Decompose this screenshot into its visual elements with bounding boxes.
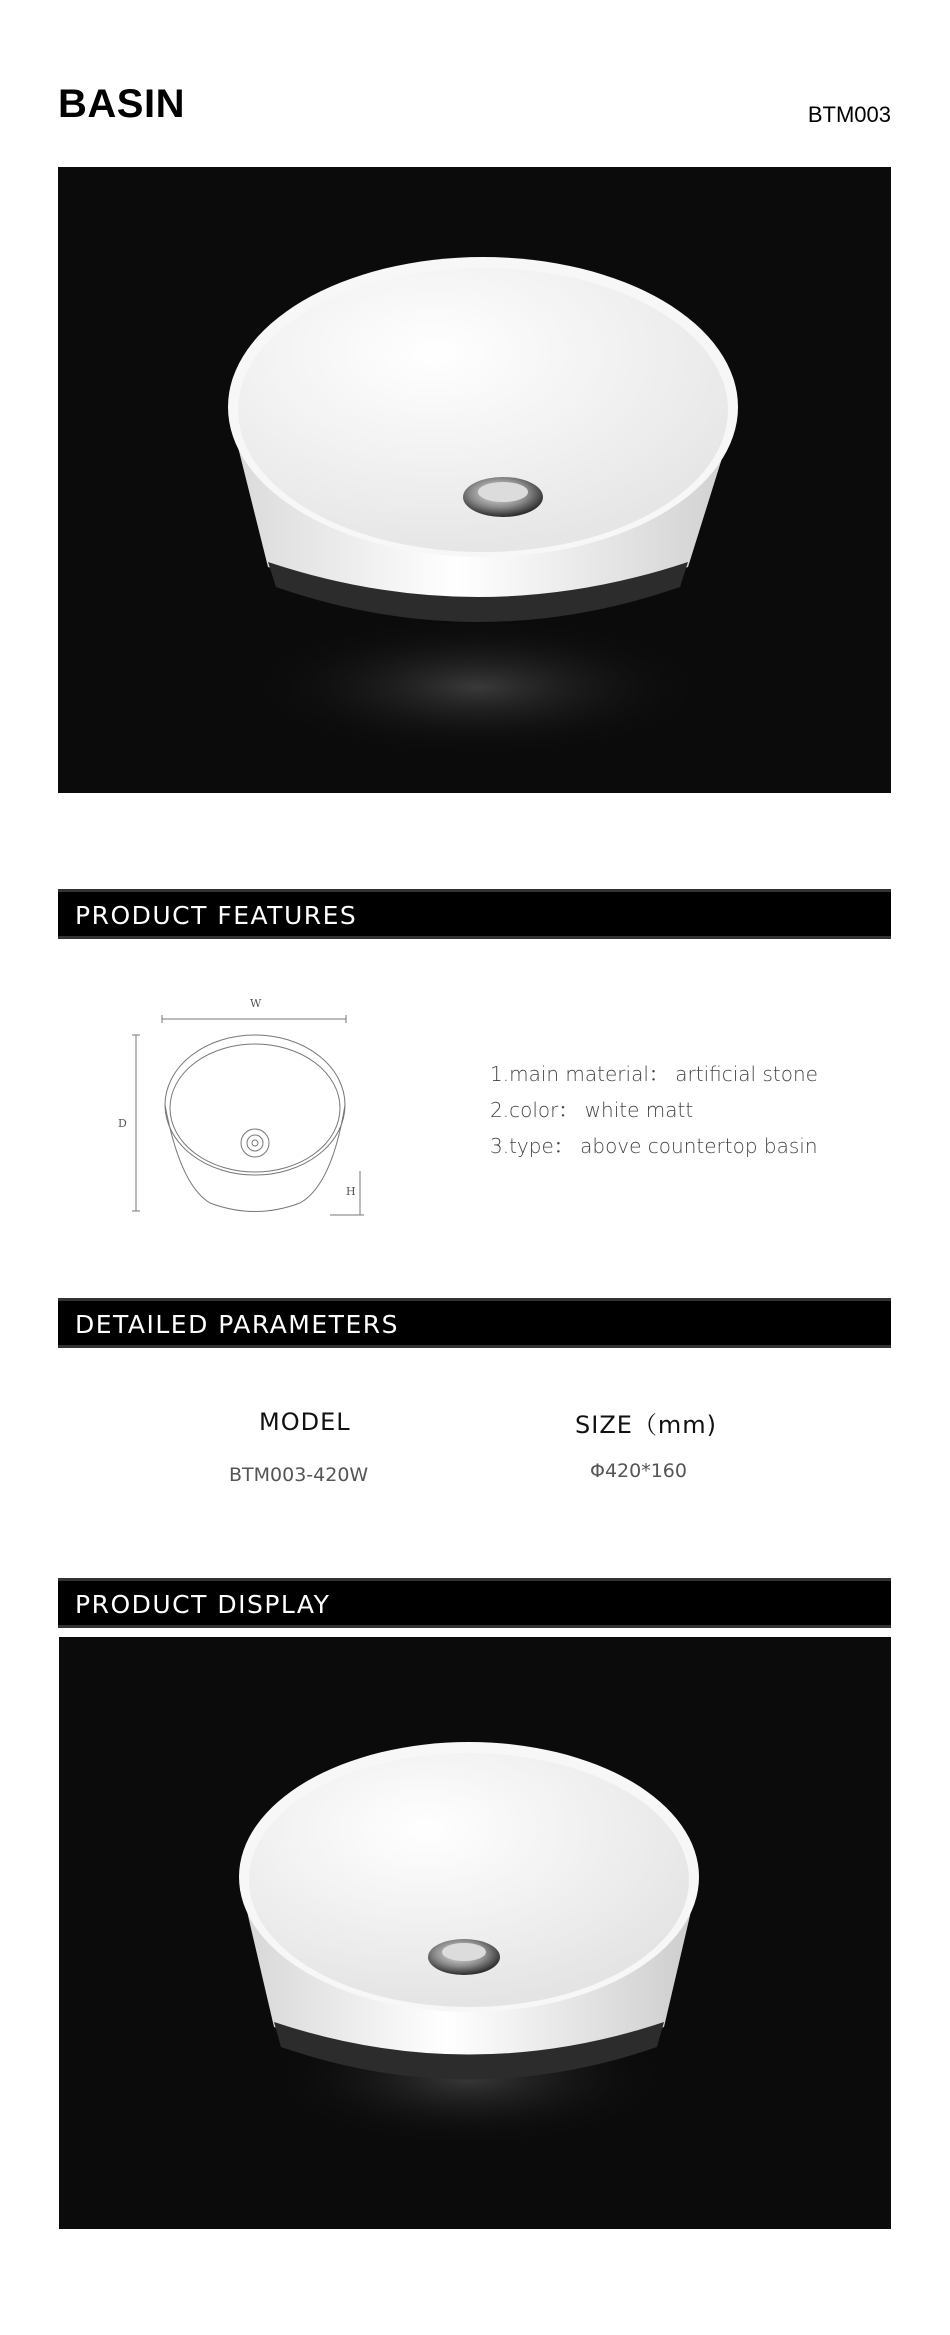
section-title: PRODUCT DISPLAY [75,1590,331,1619]
model-value: BTM003-420W [229,1464,369,1486]
product-title: BASIN [58,82,185,126]
page-header [58,82,891,142]
product-code: BTM003 [807,102,891,127]
section-title: PRODUCT FEATURES [75,901,358,930]
section-bar-parameters [58,1298,891,1348]
height-label: H [346,1185,356,1198]
section-bar-display [58,1578,891,1628]
size-header: SIZE（mm) [575,1411,718,1439]
feature-item: 3.type： above countertop basin [490,1134,818,1158]
depth-label: D [118,1117,127,1130]
feature-list [490,1056,818,1164]
hero-product-image [58,167,891,793]
section-title: DETAILED PARAMETERS [75,1310,399,1339]
model-header: MODEL [259,1408,351,1436]
display-product-image [59,1637,891,2229]
width-label: W [250,997,262,1010]
size-value: Φ420*160 [590,1460,687,1482]
feature-item: 2.color： white matt [490,1098,694,1122]
feature-item: 1.main material： artificial stone [490,1062,818,1086]
section-bar-features [58,889,891,939]
dimension-diagram [110,995,380,1235]
